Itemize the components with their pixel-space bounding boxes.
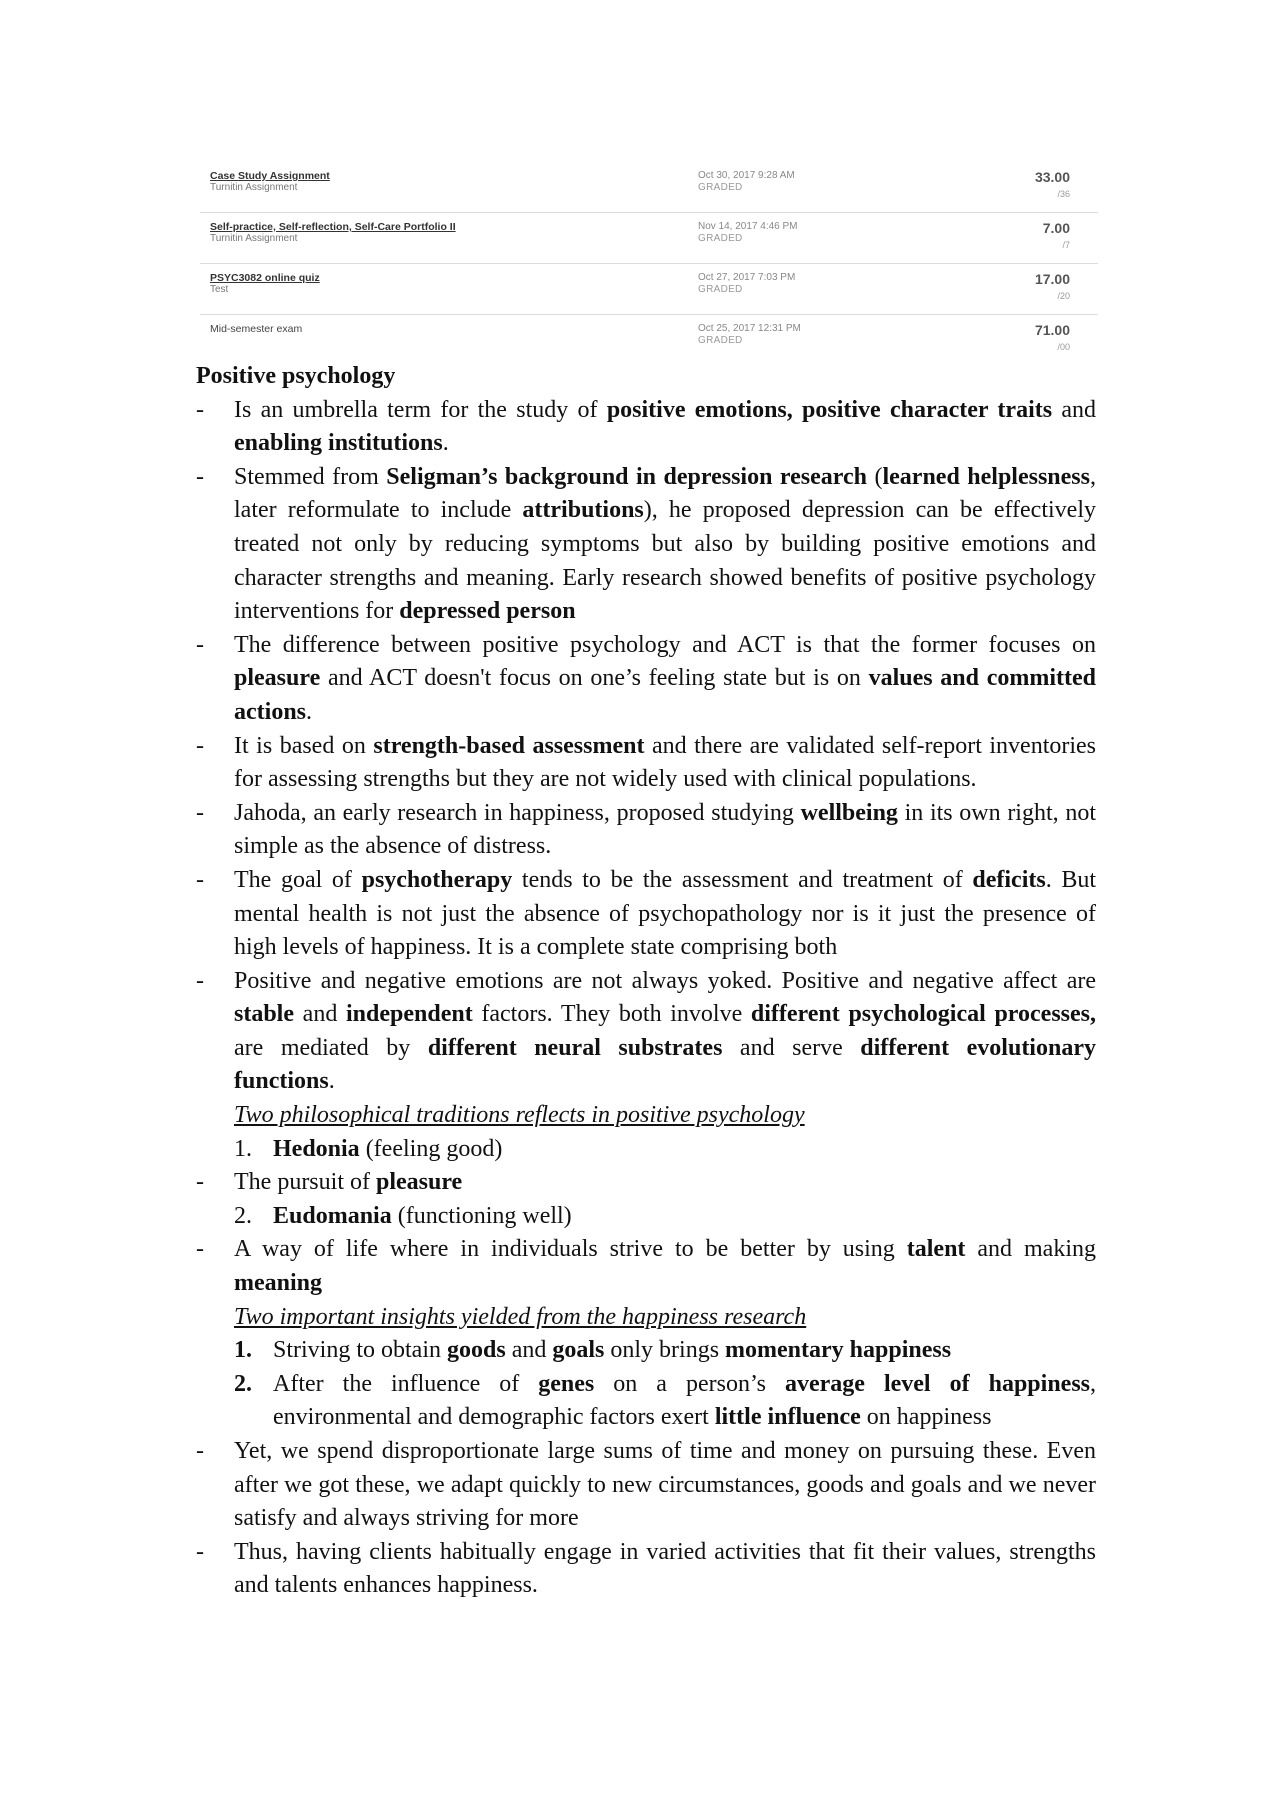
bullet-list [196,394,1096,1099]
grade-row [200,213,1098,264]
bullet-list [196,1233,1096,1300]
grade-type: Test [210,284,229,295]
grade-row [200,315,1098,365]
grade-score: 33.00 [1034,169,1070,185]
bullet-item: - The goal of psychotherapy tends to be the assessment and treatment of deficits. But mental health is not just the absence of psychopathology nor is it just the presence of high levels of happiness. It is a complete state comprising both [196,864,1096,965]
grade-title-link[interactable]: PSYC3082 online quiz [210,272,320,284]
grade-type: Turnitin Assignment [210,233,298,244]
grade-status: GRADED [698,233,743,244]
bullet-list [196,1435,1096,1603]
bullet-item: - Jahoda, an early research in happiness, proposed studying wellbeing in its own right, not simple as the absence of distress. [196,797,1096,864]
bullet-item: - Positive and negative emotions are not always yoked. Positive and negative affect are stable and independent factors. They both involve different psychological processes, are mediated by different neural substrates and serve different evolutionary functions. [196,965,1096,1099]
grade-status: GRADED [698,335,743,346]
grade-out-of: /20 [1057,291,1070,301]
grade-score: 7.00 [1042,220,1070,236]
numbered-item: 2. After the influence of genes on a person’s average level of happiness, environmental and demographic factors exert little influence on happiness [234,1370,1096,1431]
grade-type: Turnitin Assignment [210,182,298,193]
grade-score: 17.00 [1034,271,1070,287]
grade-title-link[interactable]: Case Study Assignment [210,170,330,182]
grade-out-of: /7 [1062,240,1070,250]
subsection-title: Two important insights yielded from the happiness research [234,1303,807,1330]
bullet-item: - Thus, having clients habitually engage in varied activities that fit their values, strengths and talents enhances happiness. [196,1536,1096,1603]
bullet-item: - Stemmed from Seligman’s background in depression research (learned helplessness, later reformulate to include attributions), he proposed depression can be effectively treated not only by reducing symptoms but also by building positive emotions and character strengths and meaning. Early research showed benefits of positive psychology interventions for depressed person [196,461,1096,629]
grade-title: Mid-semester exam [210,323,303,335]
bullet-item: - A way of life where in individuals strive to be better by using talent and making meaning [196,1233,1096,1300]
bullet-item: - Yet, we spend disproportionate large sums of time and money on pursuing these. Even after we got these, we adapt quickly to new circumstances, goods and goals and we never satisfy and always striving for more [196,1435,1096,1536]
grade-status: GRADED [698,284,743,295]
bullet-item: - The pursuit of pleasure [196,1166,1096,1200]
grade-out-of: /00 [1057,342,1070,352]
bullet-list [196,1166,1096,1200]
notes-body [196,360,1096,1603]
grade-out-of: /36 [1057,189,1070,199]
grade-row [200,264,1098,315]
numbered-item: 2. Eudomania (functioning well) [234,1202,572,1229]
grade-date: Nov 14, 2017 4:46 PM [698,221,798,232]
bullet-item: - The difference between positive psychology and ACT is that the former focuses on pleasure and ACT doesn't focus on one’s feeling state but is on values and committed actions. [196,629,1096,730]
grade-title-link[interactable]: Self-practice, Self-reflection, Self-Care Portfolio II [210,221,456,233]
section-heading: Positive psychology [196,363,396,389]
numbered-list [196,1200,1096,1234]
grades-table [200,162,1098,365]
bullet-item: - It is based on strength-based assessment and there are validated self-report inventories for assessing strengths but they are not widely used with clinical populations. [196,730,1096,797]
subsection-title: Two philosophical traditions reflects in positive psychology [234,1102,805,1129]
grade-status: GRADED [698,182,743,193]
numbered-item: 1. Striving to obtain goods and goals only brings momentary happiness [234,1337,952,1364]
grade-date: Oct 27, 2017 7:03 PM [698,272,796,283]
numbered-list [196,1334,1096,1435]
numbered-item: 1. Hedonia (feeling good) [234,1135,503,1162]
grade-date: Oct 30, 2017 9:28 AM [698,170,795,181]
grade-date: Oct 25, 2017 12:31 PM [698,323,801,334]
grade-score: 71.00 [1034,322,1070,338]
bullet-item: - Is an umbrella term for the study of positive emotions, positive character traits and enabling institutions. [196,394,1096,461]
grade-row [200,162,1098,213]
numbered-list [196,1133,1096,1167]
